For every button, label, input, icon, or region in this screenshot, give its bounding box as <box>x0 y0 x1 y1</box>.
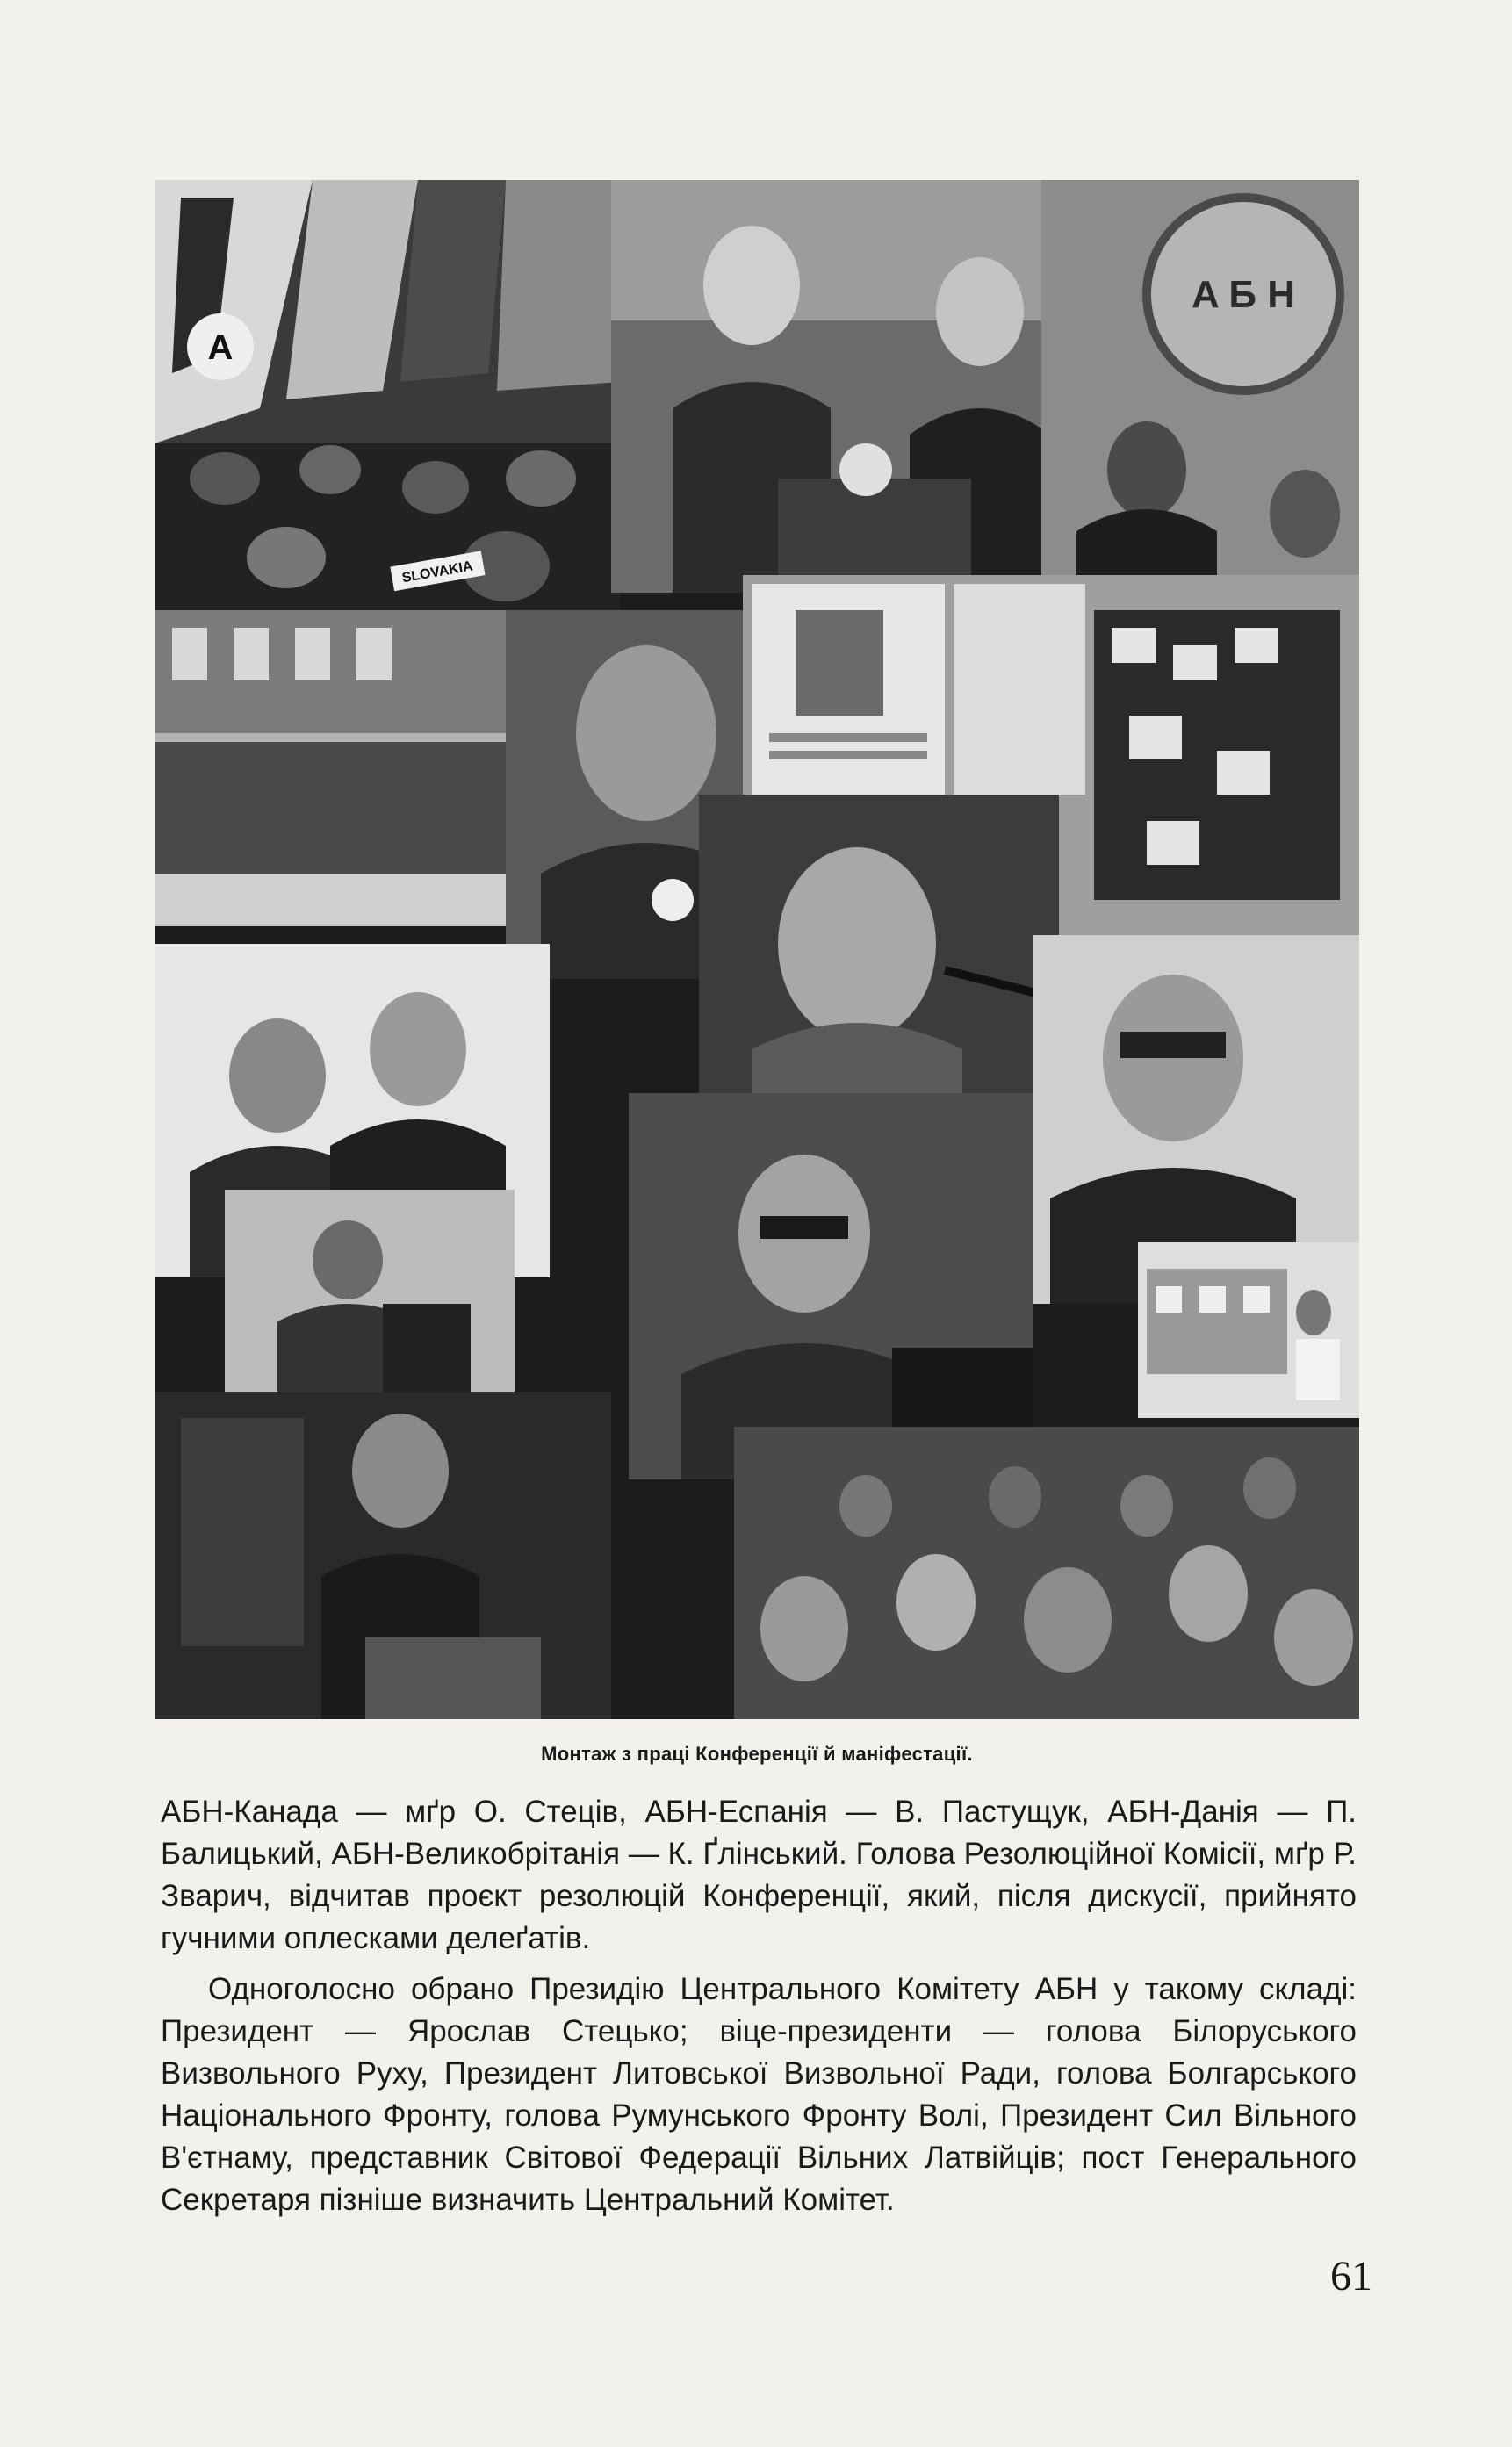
photo-audience <box>734 1427 1359 1719</box>
banner-letter-a: A <box>207 328 234 367</box>
photo-speakers-podium <box>611 180 1050 593</box>
sign-slovakia: SLOVAKIA <box>400 558 474 587</box>
photo-man-lectern <box>629 1093 1033 1479</box>
body-text <box>161 1791 1357 2221</box>
photo-woman-microphone <box>699 795 1059 1111</box>
photo-building-speaker <box>1138 1242 1359 1418</box>
banner-letters-abn: A Б Н <box>1192 273 1295 316</box>
photo-outdoor-demonstration <box>155 610 506 926</box>
paragraph-abn-delegates: АБН-Канада — мґр О. Стеців, АБН-Еспанія — В. Пастущук, АБН-Данія — П. Балицький, АБН-Великобрітанія — К. Ґлінський. Голова Резолюційної Комісії, мґр Р. Зварич, відчитав проєкт резолюцій Конференції, який, після дискусії, прийнято гучними оплесками делеґатів. <box>161 1795 1357 1955</box>
photo-conference-hall-flags <box>155 180 620 619</box>
photo-woman-speaker <box>225 1190 515 1392</box>
page-number: 61 <box>1330 2253 1372 2299</box>
paragraph-presidium: Одноголосно обрано Президію Центрального Комітету АБН у такому складі: Президент — Ярослав Стецько; віце-президенти — голова Білоруського Визвольного Руху, Президент Литовської Визвольної Ради, голова Болгарського Національного Фронту, голова Румунського Фронту Волі, Президент Сил Вільного В'єтнаму, представник Світової Федерації Вільних Латвійців; пост Генерального Секретаря пізніше визначить Центральний Комітет. <box>161 1972 1357 2217</box>
photo-podium-dark <box>155 1392 611 1719</box>
photo-abn-banner <box>1041 180 1359 619</box>
montage-caption: Монтаж з праці Конференції й маніфестації. <box>541 1743 973 1765</box>
photo-montage <box>155 180 1359 1719</box>
